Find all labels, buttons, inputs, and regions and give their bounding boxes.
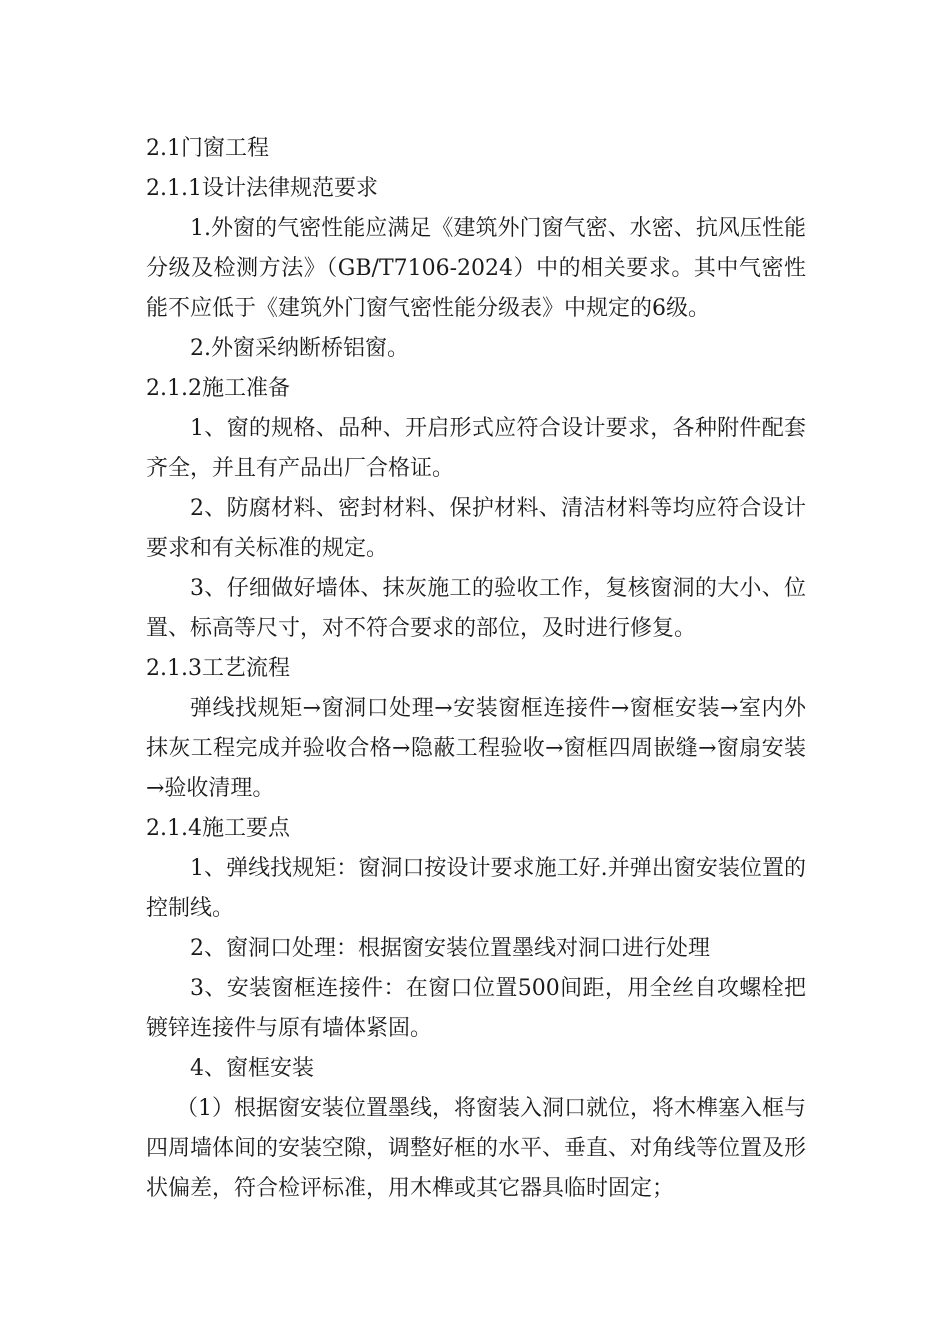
subsection-heading-process-flow: 2.1.3工艺流程 [146, 656, 290, 681]
paragraph-point-4-sub-1: （1）根据窗安装位置墨线，将窗装入洞口就位，将木榫塞入框与四周墙体间的安装空隙，调整好框的水平、垂直、对角线等位置及形状偏差，符合检评标准，用木榫或其它器具临时固定； [146, 1096, 807, 1201]
document-body [146, 129, 806, 1209]
paragraph-point-4: 4、窗框安装 [190, 1056, 314, 1081]
paragraph-process-flow: 弹线找规矩→窗洞口处理→安装窗框连接件→窗框安装→室内外抹灰工程完成并验收合格→隐蔽工程验收→窗框四周嵌缝→窗扇安装→验收清理。 [146, 696, 806, 801]
paragraph-prep-1: 1、窗的规格、品种、开启形式应符合设计要求，各种附件配套齐全，并且有产品出厂合格证。 [146, 416, 806, 481]
paragraph-point-1: 1、弹线找规矩：窗洞口按设计要求施工好.并弹出窗安装位置的控制线。 [146, 856, 806, 921]
paragraph-prep-3: 3、仔细做好墙体、抹灰施工的验收工作，复核窗洞的大小、位置、标高等尺寸，对不符合要求的部位，及时进行修复。 [146, 576, 806, 641]
paragraph-point-2: 2、窗洞口处理：根据窗安装位置墨线对洞口进行处理 [190, 936, 710, 961]
paragraph-airtightness: 1.外窗的气密性能应满足《建筑外门窗气密、水密、抗风压性能分级及检测方法》（GB/T7106-2024）中的相关要求。其中气密性能不应低于《建筑外门窗气密性能分级表》中规定的6级。 [146, 216, 806, 321]
subsection-heading-design-requirements: 2.1.1设计法律规范要求 [146, 176, 378, 201]
paragraph-point-3: 3、安装窗框连接件：在窗口位置500间距，用全丝自攻螺栓把镀锌连接件与原有墙体紧固。 [146, 976, 806, 1041]
subsection-heading-preparation: 2.1.2施工准备 [146, 376, 290, 401]
section-heading: 2.1门窗工程 [146, 136, 269, 161]
paragraph-window-type: 2.外窗采纳断桥铝窗。 [190, 336, 409, 361]
paragraph-prep-2: 2、防腐材料、密封材料、保护材料、清洁材料等均应符合设计要求和有关标准的规定。 [146, 496, 806, 561]
subsection-heading-key-points: 2.1.4施工要点 [146, 816, 290, 841]
